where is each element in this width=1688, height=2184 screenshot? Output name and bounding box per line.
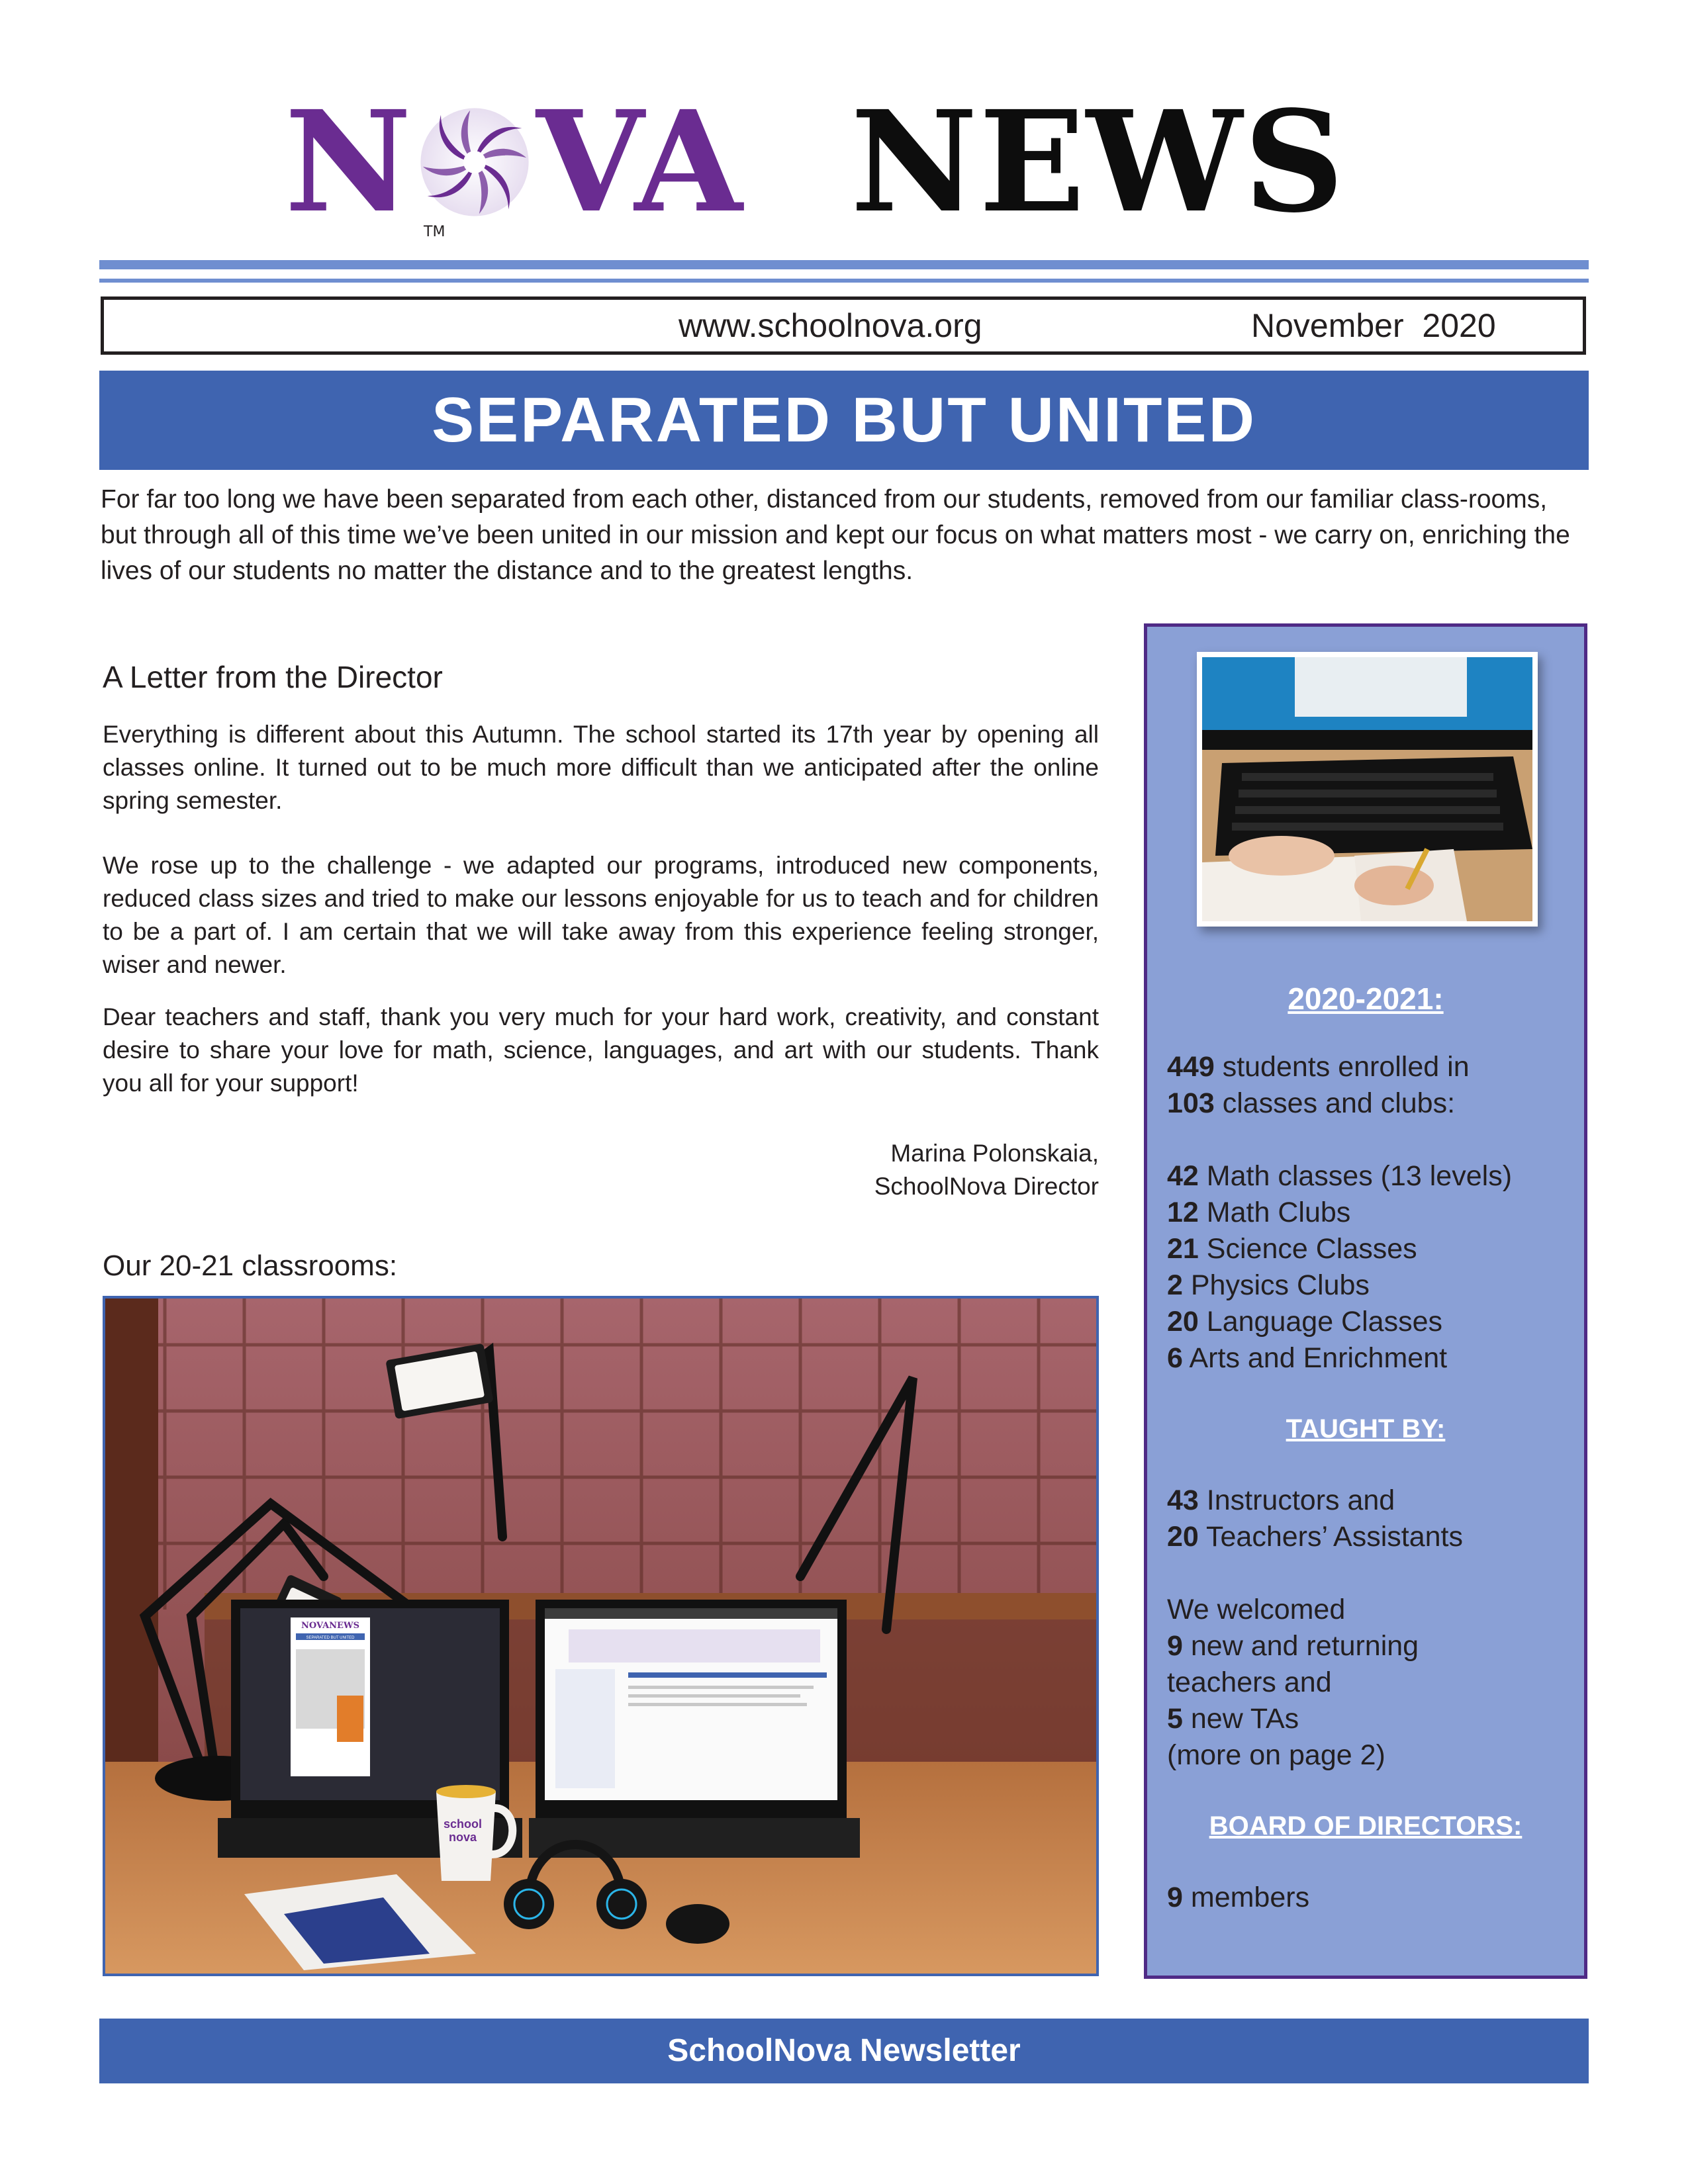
year-heading: 2020-2021:: [1288, 981, 1444, 1016]
masthead-rule-thick: [99, 260, 1589, 269]
trademark-mark: TM: [424, 224, 445, 240]
issue-date: November 2020: [1251, 307, 1496, 344]
news-logo-word: NEWS: [851, 80, 1346, 244]
classrooms-title: Our 20-21 classrooms:: [103, 1250, 398, 1282]
enrollment-line-2: 103 classes and clubs:: [1167, 1087, 1456, 1119]
headline-banner: SEPARATED BUT UNITED: [99, 371, 1589, 470]
welcomed-intro: We welcomed: [1167, 1594, 1346, 1625]
class-stat-language: 20 Language Classes: [1167, 1306, 1442, 1338]
staff-instructors: 43 Instructors and: [1167, 1484, 1395, 1516]
footer-banner: SchoolNova Newsletter: [99, 2019, 1589, 2083]
welcomed-more-note: (more on page 2): [1167, 1739, 1385, 1771]
logo-letter-n: N: [285, 80, 413, 244]
welcomed-tas: 5 new TAs: [1167, 1703, 1299, 1735]
signature-title: SchoolNova Director: [874, 1173, 1099, 1200]
letter-paragraph-3: Dear teachers and staff, thank you very much for your hard work, creativity, and constant desire to share your love for math, science, languages, and art with our students. Thank you all for your support!: [103, 1003, 1099, 1097]
sidebar-photo: [1197, 652, 1538, 927]
staff-assistants: 20 Teachers’ Assistants: [1167, 1521, 1463, 1553]
logo-letters-va: VA: [536, 80, 744, 244]
masthead: [0, 80, 1688, 245]
classroom-photo: [103, 1296, 1099, 1976]
class-stat-arts: 6 Arts and Enrichment: [1167, 1342, 1448, 1374]
taught-by-heading: TAUGHT BY:: [1286, 1414, 1446, 1443]
welcomed-teachers: 9 new and returning: [1167, 1630, 1419, 1662]
class-stat-math-clubs: 12 Math Clubs: [1167, 1197, 1351, 1228]
letter-paragraph-1: Everything is different about this Autumn. The school started its 17th year by opening all classes online. It turned out to be much more difficult than we anticipated after the online spring semester.: [103, 721, 1099, 814]
class-stat-physics: 2 Physics Clubs: [1167, 1269, 1370, 1301]
enrollment-line-1: 449 students enrolled in: [1167, 1051, 1470, 1083]
nova-logo: [285, 80, 744, 244]
class-stat-science: 21 Science Classes: [1167, 1233, 1417, 1265]
letter-title: A Letter from the Director: [103, 660, 443, 694]
class-stat-math: 42 Math classes (13 levels): [1167, 1160, 1513, 1192]
mug-label-1: school: [443, 1817, 483, 1831]
welcomed-teachers-cont: teachers and: [1167, 1666, 1332, 1698]
screen-newsletter-title: NOVANEWS: [301, 1621, 359, 1631]
intro-paragraph: For far too long we have been separated from each other, distanced from our students, removed from our familiar class-rooms, but through all of this time we’ve been united in our mission and kept our focus on what matters most - we carry on, enriching the lives of our students no matter the distance and to the greatest lengths.: [101, 485, 1570, 585]
website-link[interactable]: www.schoolnova.org: [679, 307, 982, 344]
board-members: 9 members: [1167, 1882, 1310, 1913]
screen-newsletter-headline: SEPARATED BUT UNITED: [306, 1636, 355, 1640]
classroom-photo-illustration: [105, 1298, 1096, 1974]
keyboard-photo-illustration: [1202, 657, 1532, 921]
masthead-rule-thin: [99, 279, 1589, 283]
mug-label-2: nova: [448, 1831, 477, 1844]
signature-name: Marina Polonskaia,: [890, 1140, 1099, 1167]
swirl-logo-icon: [418, 106, 531, 218]
board-heading: BOARD OF DIRECTORS:: [1209, 1811, 1523, 1841]
letter-paragraph-2: We rose up to the challenge - we adapted our programs, introduced new components, reduced class sizes and tried to make our lessons enjoyable for us to teach and for children to be a part of. I am certain that we will take away from this experience feeling stronger, wiser and newer.: [103, 852, 1099, 978]
